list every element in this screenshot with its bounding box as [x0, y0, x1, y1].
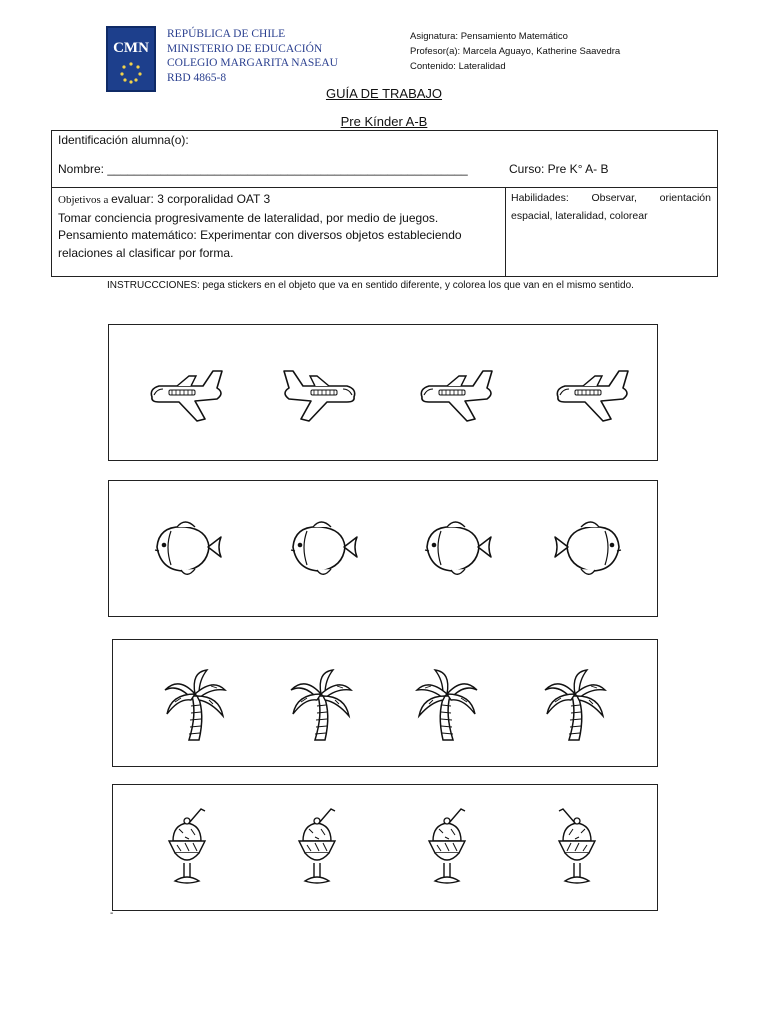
palm-tree-3[interactable]: [407, 640, 487, 766]
airplane-1[interactable]: [145, 325, 225, 460]
footer-mark: -: [110, 908, 114, 919]
sundae-4[interactable]: [537, 785, 617, 910]
school-line: COLEGIO MARGARITA NASEAU: [167, 57, 338, 69]
panel-sundaes: [112, 784, 658, 911]
objectives-line-3: Pensamiento matemático: Experimentar con diversos objetos estableciendo relaciones al clasificar por forma.: [58, 228, 462, 260]
logo-text: CMN: [113, 40, 149, 56]
skills-text: Habilidades: Observar, orientación espacial, lateralidad, colorear: [511, 192, 711, 222]
name-field[interactable]: Nombre: ______________________________________________________: [58, 162, 468, 176]
school-logo: [106, 26, 156, 92]
subject-info: [410, 29, 620, 74]
panel-palm-trees: [112, 639, 658, 767]
fish-1[interactable]: [145, 481, 225, 616]
sundae-2[interactable]: [277, 785, 357, 910]
panel-airplanes: [108, 324, 658, 461]
airplane-4[interactable]: [551, 325, 631, 460]
page-title: GUÍA DE TRABAJO: [325, 86, 443, 101]
fish-2[interactable]: [281, 481, 361, 616]
identification-label: Identificación alumna(o):: [58, 133, 189, 147]
airplane-3[interactable]: [415, 325, 495, 460]
sundae-1[interactable]: [147, 785, 227, 910]
palm-tree-2[interactable]: [281, 640, 361, 766]
content-line: Contenido: Lateralidad: [410, 61, 506, 72]
school-info: [167, 27, 338, 85]
subject-line: Asignatura: Pensamiento Matemático: [410, 31, 568, 42]
objectives-line-2: Tomar conciencia progresivamente de lateralidad, por medio de juegos.: [58, 210, 439, 225]
course-label: Curso: Pre K° A- B: [509, 162, 609, 176]
page-subtitle: Pre Kínder A-B: [340, 114, 428, 129]
fish-3[interactable]: [415, 481, 495, 616]
fish-4[interactable]: [551, 481, 631, 616]
objectives-text: [58, 191, 498, 262]
instructions-text: INSTRUCCCIONES: pega stickers en el objeto que va en sentido diferente, y colorea los que van en el mismo sentido.: [107, 280, 634, 291]
teacher-line: Profesor(a): Marcela Aguayo, Katherine Saavedra: [410, 46, 621, 57]
sundae-3[interactable]: [407, 785, 487, 910]
school-line: REPÚBLICA DE CHILE: [167, 28, 286, 40]
airplane-2[interactable]: [281, 325, 361, 460]
palm-tree-4[interactable]: [535, 640, 615, 766]
palm-tree-1[interactable]: [155, 640, 235, 766]
objectives-prefix: Objetivos a: [58, 194, 112, 206]
school-line: MINISTERIO DE EDUCACIÓN: [167, 42, 323, 55]
objectives-evaluate: evaluar: 3 corporalidad OAT 3: [111, 192, 271, 206]
identification-table: [51, 130, 718, 277]
panel-fish: [108, 480, 658, 617]
school-line: RBD 4865-8: [167, 71, 227, 84]
